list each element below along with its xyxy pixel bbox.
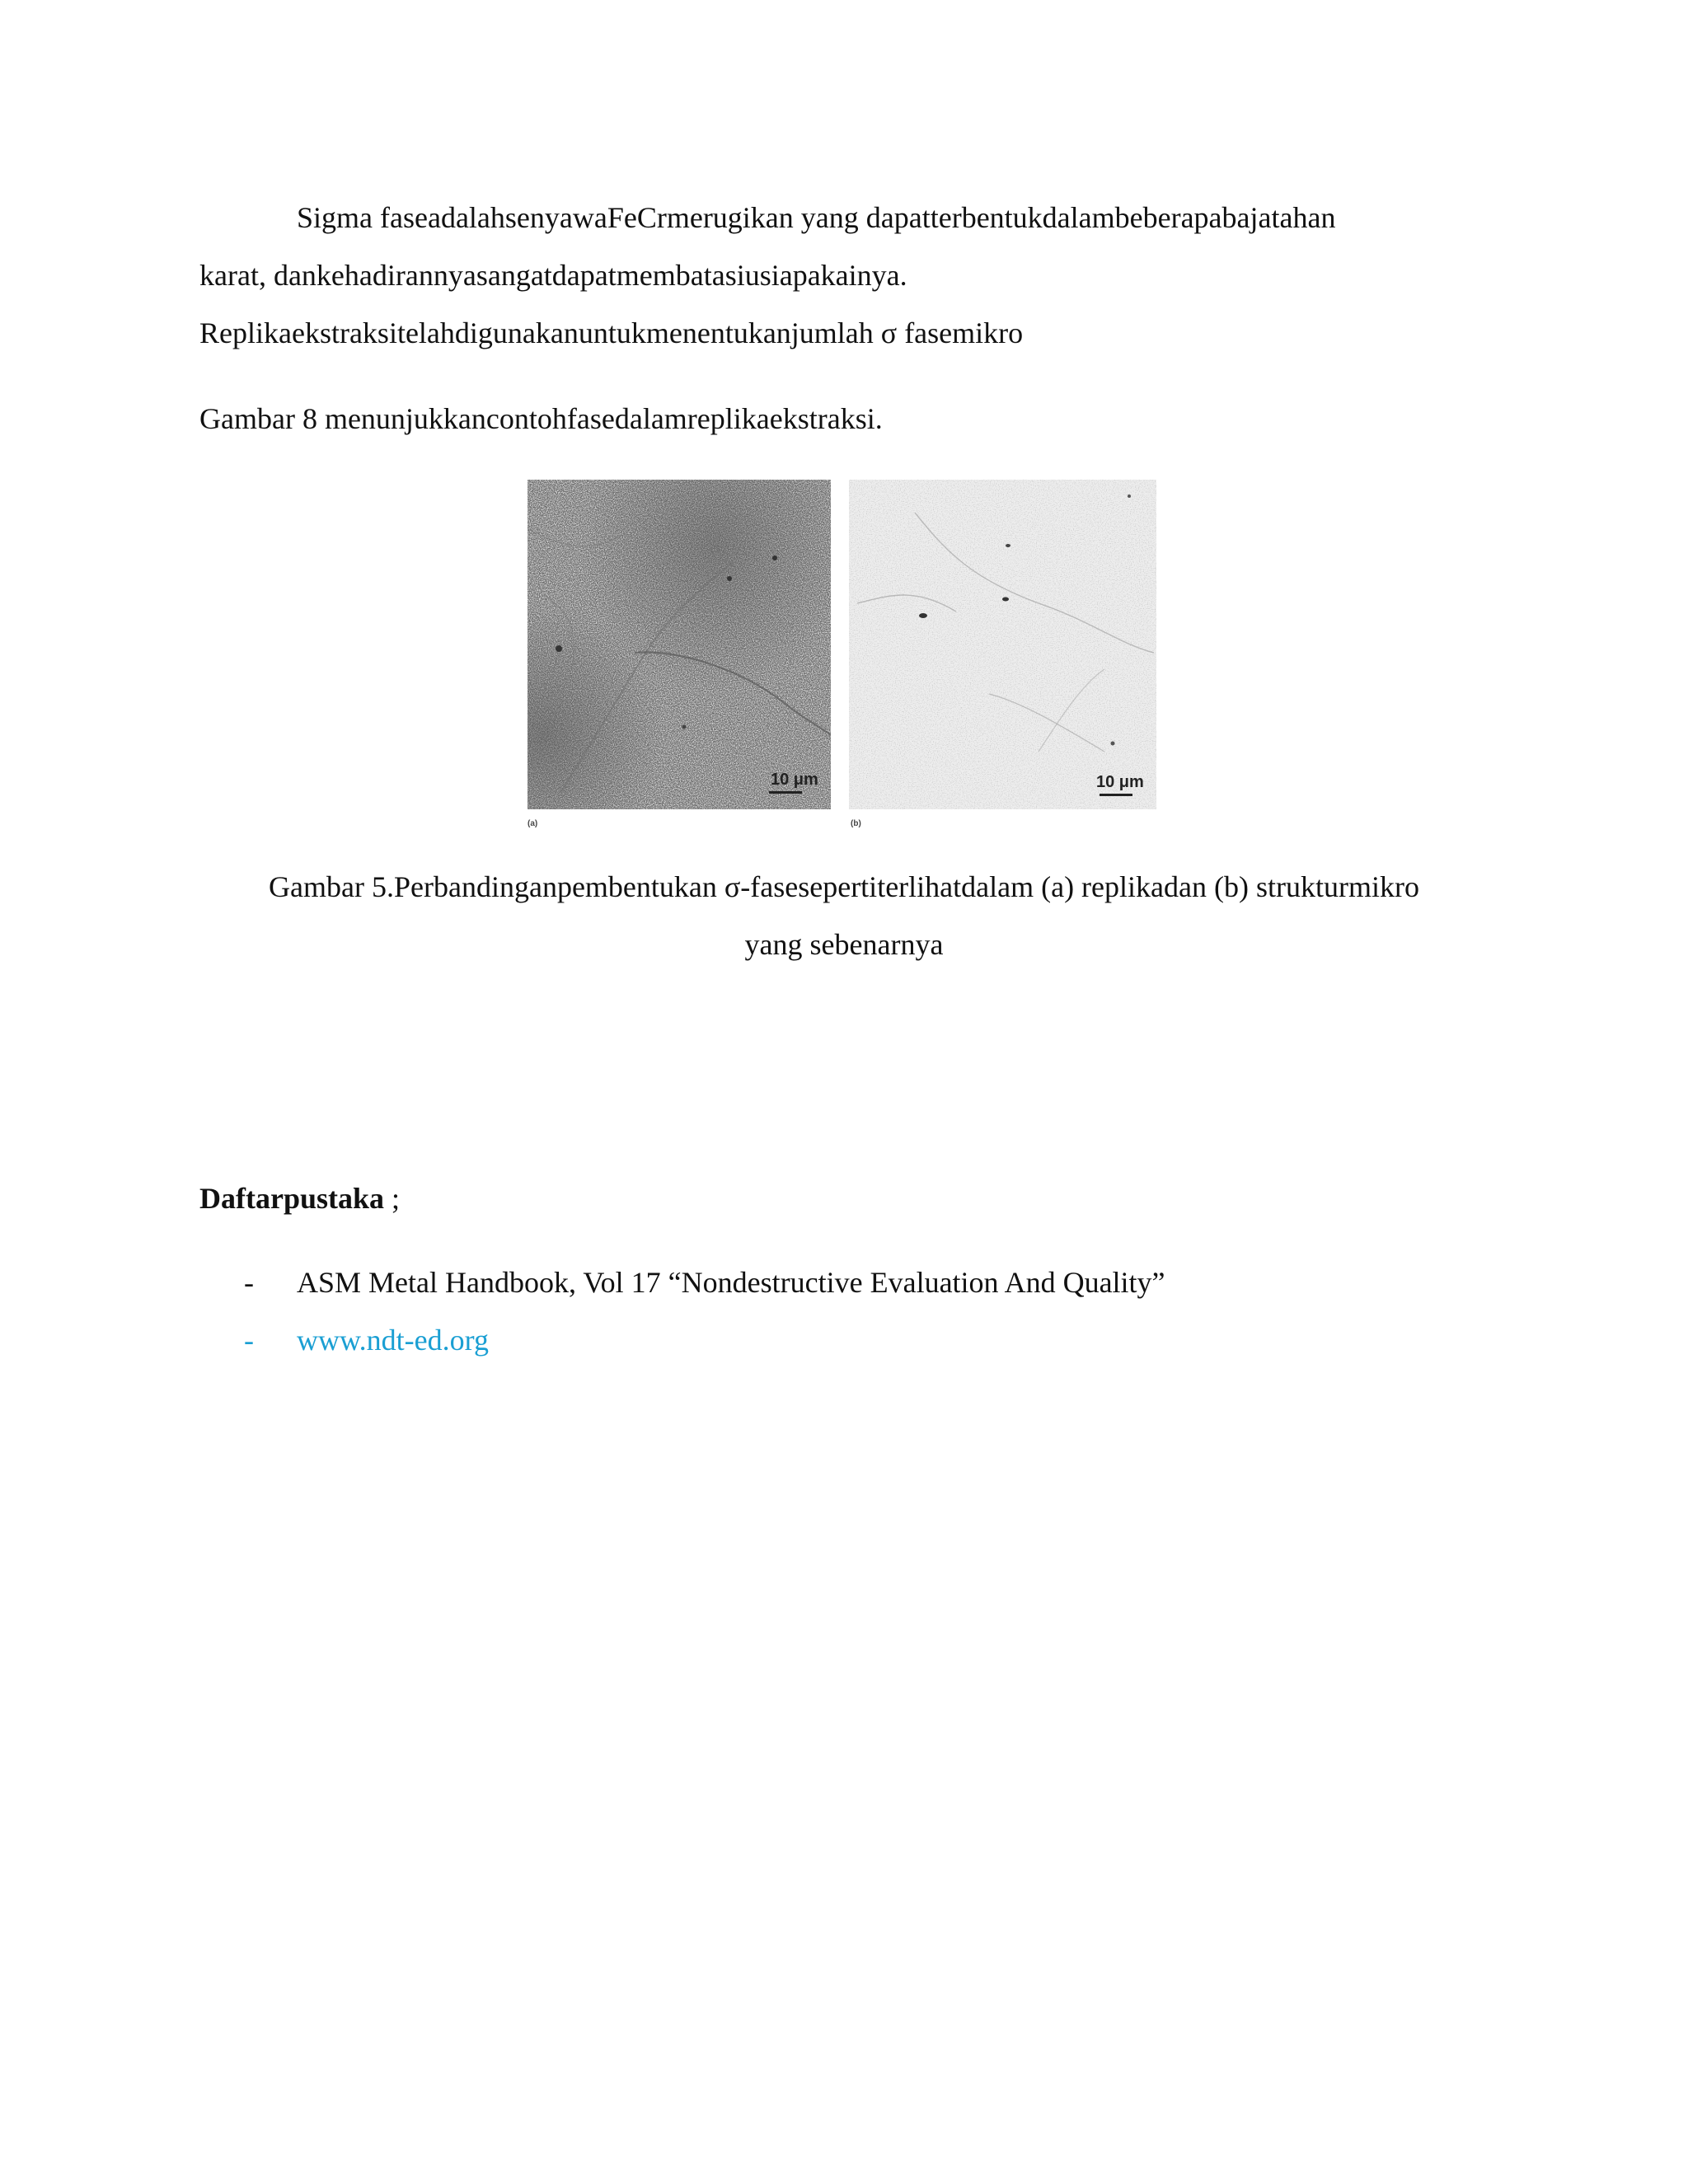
bullet-dash: - xyxy=(244,1324,254,1357)
scale-bar-label-a: 10 μm xyxy=(771,771,818,789)
reference-text: ASM Metal Handbook, Vol 17 “Nondestructive Evaluation And Quality” xyxy=(297,1266,1165,1299)
panel-label-b: (b) xyxy=(851,819,861,828)
paragraph-line: karat, dankehadirannyasangatdapatmembatasiusiapakainya. xyxy=(199,259,907,292)
figure-caption: Gambar 5.Perbandinganpembentukan σ-fasesepertiterlihatdalam (a) replikadan (b) strukturmikro xyxy=(269,870,1419,903)
reference-link[interactable]: www.ndt-ed.org xyxy=(297,1324,489,1357)
scale-bar-label-b: 10 μm xyxy=(1096,773,1144,791)
references-heading xyxy=(199,1180,400,1216)
reference-item xyxy=(244,1264,1165,1301)
figure-caption: yang sebenarnya xyxy=(744,928,944,961)
paragraph-line: Replikaekstraksitelahdigunakanuntukmenentukanjumlah σ fasemikro xyxy=(199,316,1024,349)
panel-label-a: (a) xyxy=(528,819,538,828)
references-heading-title: Daftarpustaka xyxy=(199,1182,385,1215)
reference-item xyxy=(244,1322,489,1358)
paragraph-line: Sigma faseadalahsenyawaFeCrmerugikan yang dapatterbentukdalambeberapabajatahan xyxy=(297,201,1336,234)
bullet-dash: - xyxy=(244,1266,254,1299)
references-heading-suffix: ; xyxy=(384,1182,401,1215)
paragraph-line: Gambar 8 menunjukkancontohfasedalamreplikaekstraksi. xyxy=(199,402,883,435)
micrograph-figure xyxy=(528,480,1156,834)
micrograph-panel-a xyxy=(528,480,831,828)
micrograph-panel-b xyxy=(849,480,1156,828)
